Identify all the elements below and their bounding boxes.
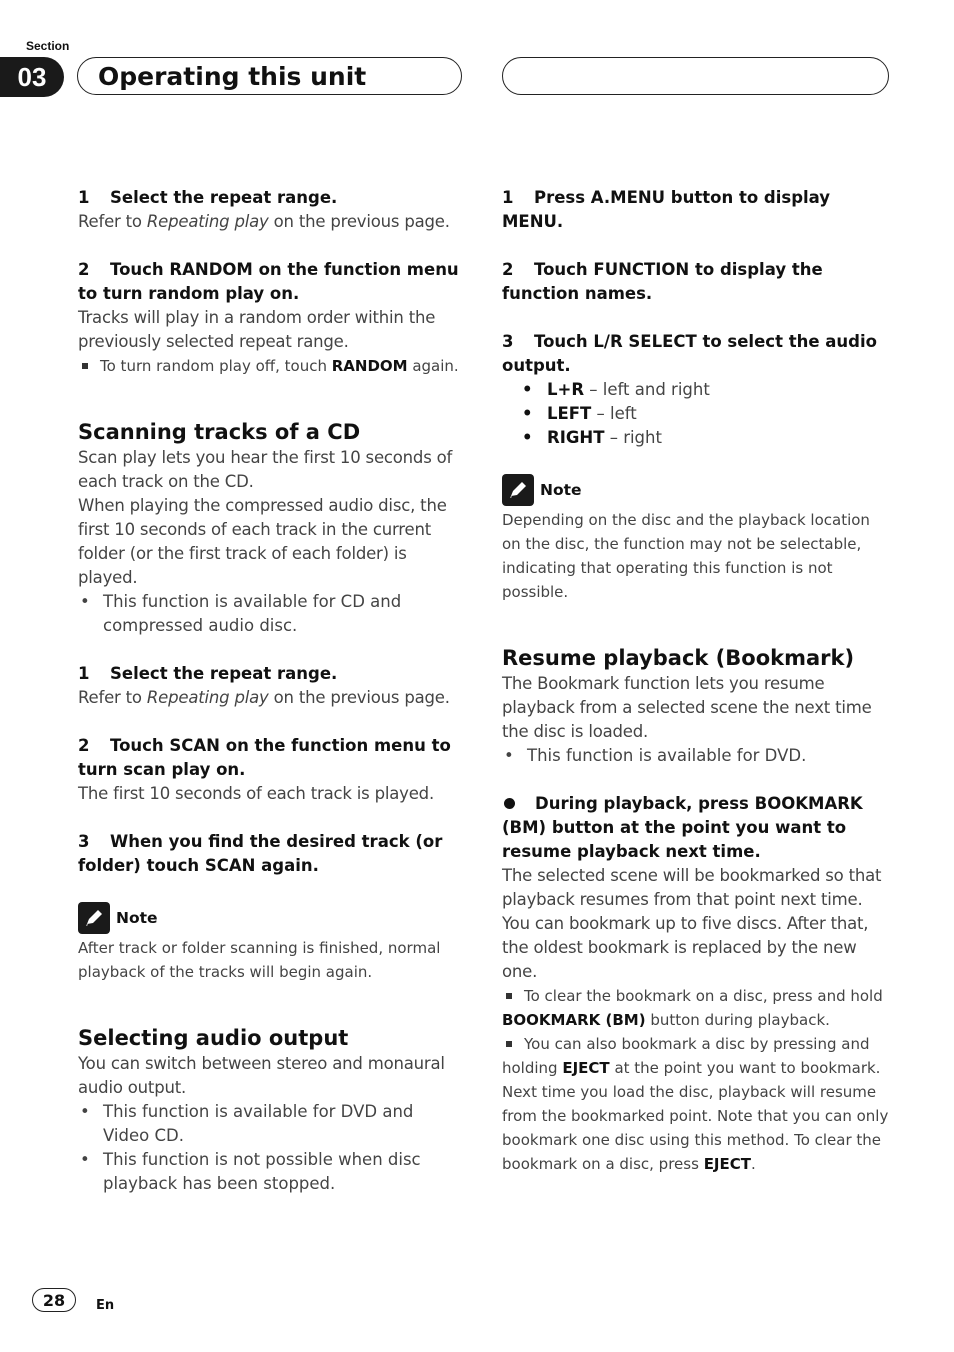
- heading-selecting-audio-output: Selecting audio output: [78, 1026, 349, 1050]
- step-scan-again: 3 When you find the desired track (or folder) touch SCAN again.: [78, 832, 443, 875]
- pencil-icon: [78, 902, 110, 934]
- left-column: [78, 186, 462, 1196]
- list-item: • This function is available for DVD.: [502, 744, 892, 768]
- note-body: After track or folder scanning is finished, normal playback of the tracks will begin again.: [78, 939, 441, 981]
- note-header: Note: [502, 474, 892, 506]
- square-bullet-icon: [506, 1041, 512, 1047]
- note-body: Depending on the disc and the playback location on the disc, the function may not be selectable, indicating that operating this function is not possible.: [502, 511, 870, 601]
- filled-circle-icon: [504, 798, 515, 809]
- step-body: Refer to Repeating play on the previous page.: [78, 212, 450, 231]
- scan-body: When playing the compressed audio disc, the first 10 seconds of each track in the current folder (or the first track of each folder) is played.: [78, 496, 447, 587]
- subtitle-box: [502, 57, 889, 95]
- bookmark-step-body: The selected scene will be bookmarked so that playback resumes from that point next time. You can bookmark up to five discs. After that, the oldest bookmark is replaced by the new one.: [502, 866, 882, 981]
- step-touch-function: 2 Touch FUNCTION to display the function names.: [502, 260, 823, 303]
- list-item: • This function is available for CD and compressed audio disc.: [78, 590, 462, 638]
- step-press-amenu: 1 Press A.MENU button to display MENU.: [502, 188, 831, 231]
- step-touch-random: 2 Touch RANDOM on the function menu to turn random play on.: [78, 260, 459, 303]
- step-body: The first 10 seconds of each track is played.: [78, 784, 434, 803]
- step-touch-scan: 2 Touch SCAN on the function menu to turn scan play on.: [78, 736, 451, 779]
- section-number-badge: 03: [0, 57, 64, 97]
- page-title-text: Operating this unit: [98, 61, 367, 91]
- right-column: [502, 186, 892, 1176]
- list-item: • LEFT – left: [502, 402, 892, 426]
- list-item: • This function is available for DVD and Video CD.: [78, 1100, 462, 1148]
- step-press-bookmark: During playback, press BOOKMARK (BM) button at the point you want to resume playback next time.: [502, 794, 863, 861]
- bookmark-body: The Bookmark function lets you resume playback from a selected scene the next time the disc is loaded.: [502, 674, 872, 741]
- list-item: • This function is not possible when disc playback has been stopped.: [78, 1148, 462, 1196]
- tip-clear-bookmark: To clear the bookmark on a disc, press and hold BOOKMARK (BM) button during playback.: [502, 987, 883, 1029]
- step-touch-lr-select: 3 Touch L/R SELECT to select the audio output.: [502, 332, 877, 375]
- square-bullet-icon: [82, 363, 88, 369]
- section-label: Section: [26, 39, 70, 53]
- heading-scanning-tracks: Scanning tracks of a CD: [78, 420, 361, 444]
- audio-body: You can switch between stereo and monaural audio output.: [78, 1054, 445, 1097]
- scan-body: Scan play lets you hear the first 10 seconds of each track on the CD.: [78, 448, 453, 491]
- list-item: • RIGHT – right: [502, 426, 892, 450]
- step-select-repeat-range: 1 Select the repeat range.: [78, 664, 338, 683]
- list-item: • L+R – left and right: [502, 378, 892, 402]
- tip-random-off: To turn random play off, touch RANDOM again.: [78, 354, 462, 378]
- step-body: Refer to Repeating play on the previous page.: [78, 688, 450, 707]
- page-number: 28: [32, 1288, 76, 1312]
- step-select-repeat-range: 1 Select the repeat range.: [78, 188, 338, 207]
- heading-resume-playback: Resume playback (Bookmark): [502, 646, 855, 670]
- step-body: Tracks will play in a random order within the previously selected repeat range.: [78, 308, 436, 351]
- tip-eject-bookmark: You can also bookmark a disc by pressing and holding EJECT at the point you want to bookmark. Next time you load the disc, playback will resume from the bookmarked point. Note that you can only bookmark one disc using this method. To clear the bookmark on a disc, press EJECT.: [502, 1035, 889, 1173]
- square-bullet-icon: [506, 993, 512, 999]
- language-label: En: [96, 1298, 115, 1313]
- note-header: Note: [78, 902, 462, 934]
- pencil-icon: [502, 474, 534, 506]
- page-title: [77, 57, 462, 95]
